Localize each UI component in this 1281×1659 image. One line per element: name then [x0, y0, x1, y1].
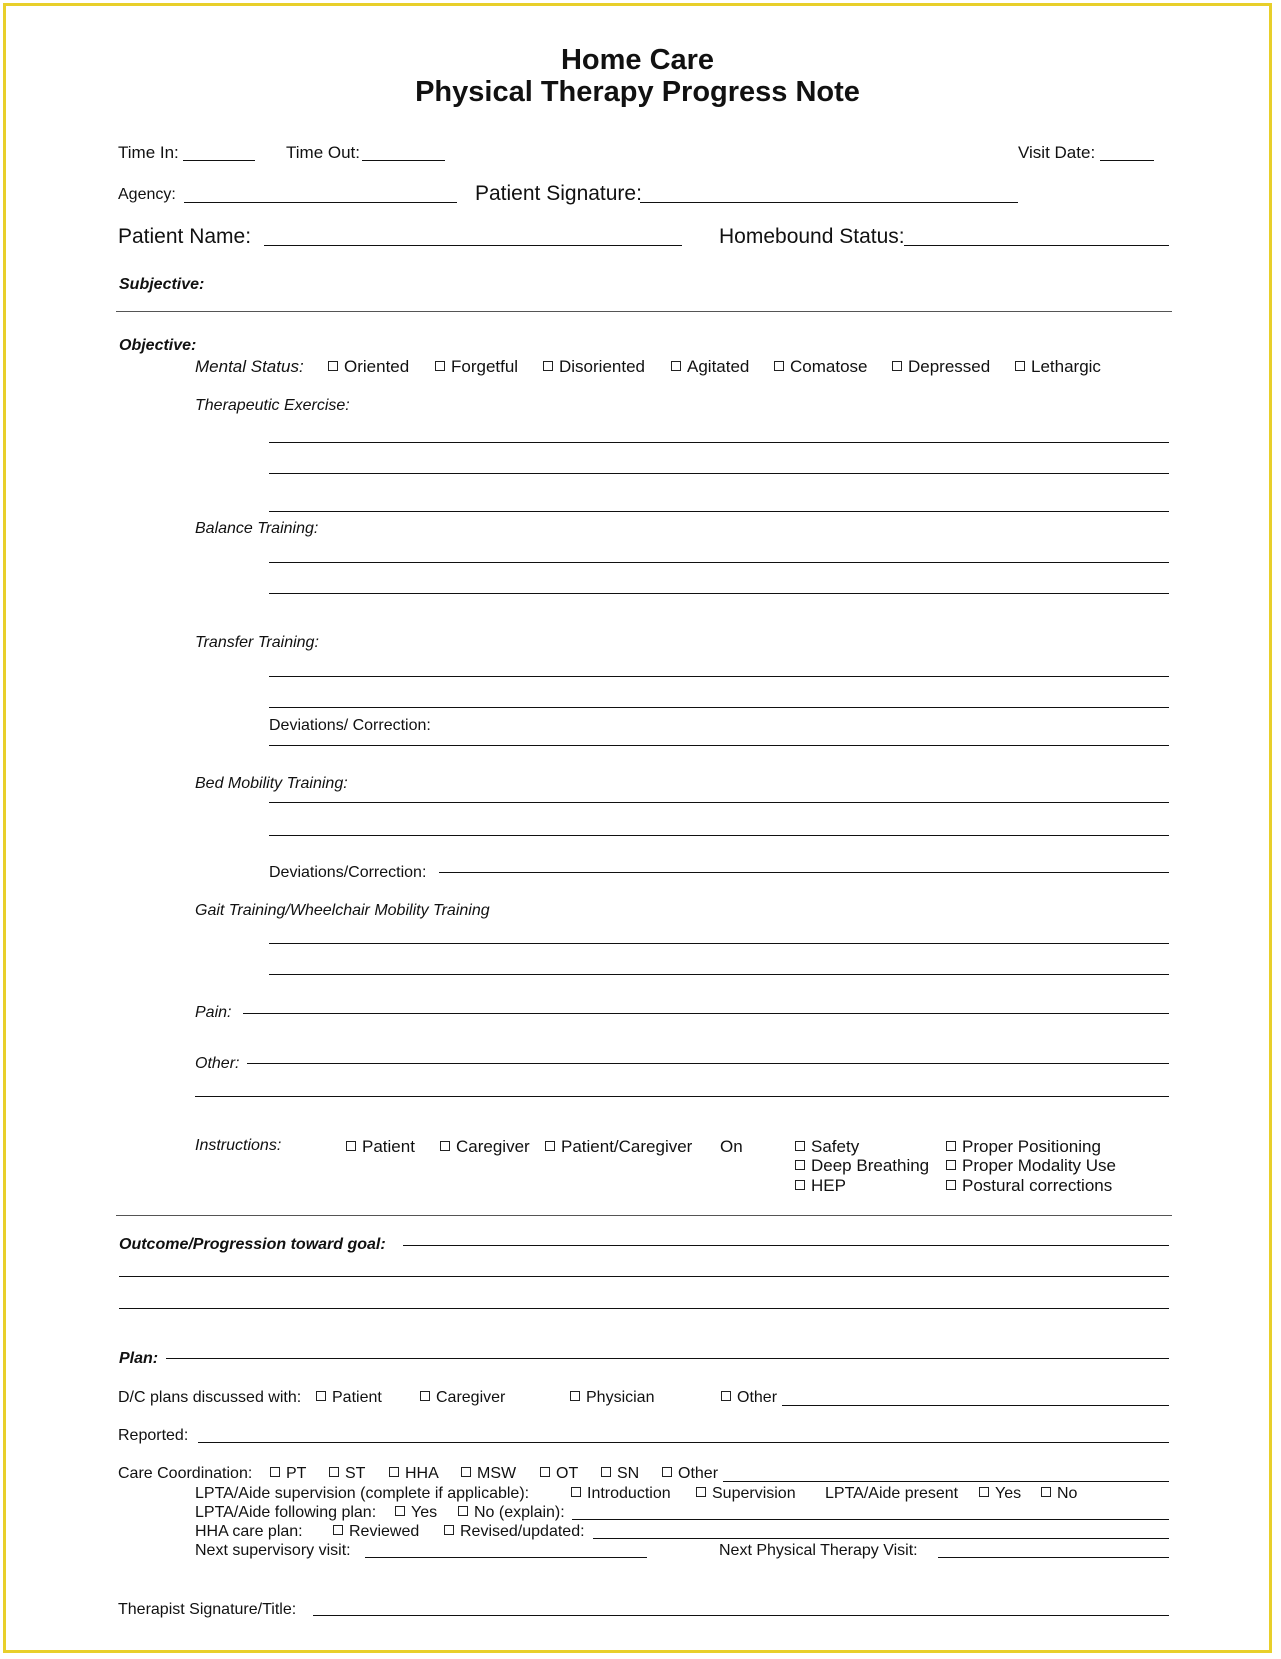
balance-training-line[interactable]: [269, 593, 1169, 594]
checkbox-icon: [721, 1391, 731, 1401]
checkbox-icon: [329, 1467, 339, 1477]
care-coordination-label: Care Coordination:: [118, 1465, 253, 1482]
form-title-line2: Physical Therapy Progress Note: [415, 76, 860, 108]
transfer-training-label: Transfer Training:: [195, 634, 319, 651]
bed-mobility-label: Bed Mobility Training:: [195, 775, 348, 792]
mental-status-label: Mental Status:: [195, 357, 304, 376]
patient-name-field[interactable]: [264, 245, 682, 246]
dc-physician[interactable]: [570, 1390, 654, 1406]
patient-signature-field[interactable]: [640, 202, 1018, 203]
option-label: Agitated: [687, 357, 750, 376]
hha-care-plan-label: HHA care plan:: [195, 1523, 303, 1540]
gait-training-line[interactable]: [269, 974, 1169, 975]
reported-field[interactable]: [198, 1442, 1169, 1443]
option-label: Postural corrections: [962, 1176, 1113, 1195]
checkbox-icon: [389, 1467, 399, 1477]
instructions-deep-breathing[interactable]: [795, 1157, 929, 1174]
checkbox-icon: [444, 1525, 454, 1535]
option-label: Deep Breathing: [811, 1156, 930, 1175]
patient-signature-label: Patient Signature:: [475, 182, 642, 205]
option-label: Patient: [332, 1389, 382, 1406]
instructions-caregiver[interactable]: [440, 1138, 530, 1155]
therapeutic-exercise-line[interactable]: [269, 473, 1169, 474]
deviations-correction-line[interactable]: [269, 745, 1169, 746]
section-divider: [116, 1215, 1172, 1216]
lpta-following-yes[interactable]: [395, 1505, 437, 1521]
balance-training-label: Balance Training:: [195, 520, 319, 537]
instructions-label: Instructions:: [195, 1137, 282, 1154]
instructions-hep[interactable]: [795, 1177, 846, 1194]
dc-caregiver[interactable]: [420, 1390, 505, 1406]
checkbox-icon: [545, 1141, 555, 1151]
care-coord-other[interactable]: [662, 1466, 718, 1482]
outcome-line[interactable]: [119, 1308, 1169, 1309]
section-divider: [116, 311, 1172, 312]
option-label: OT: [556, 1465, 579, 1482]
checkbox-icon: [662, 1467, 672, 1477]
checkbox-icon: [774, 361, 784, 371]
checkbox-icon: [696, 1487, 706, 1497]
option-label: Oriented: [344, 357, 410, 376]
therapist-signature-field[interactable]: [313, 1615, 1169, 1616]
transfer-training-line[interactable]: [269, 707, 1169, 708]
time-out-label: Time Out:: [286, 143, 360, 162]
deviations-correction-line[interactable]: [439, 872, 1169, 873]
checkbox-icon: [328, 361, 338, 371]
lpta-present-no[interactable]: [1041, 1486, 1077, 1502]
checkbox-icon: [420, 1391, 430, 1401]
instructions-patient[interactable]: [346, 1138, 415, 1155]
time-in-label: Time In:: [118, 143, 179, 162]
plan-label: Plan:: [119, 1350, 159, 1367]
visit-date-label: Visit Date:: [1018, 143, 1096, 162]
pain-label: Pain:: [195, 1004, 232, 1021]
option-label: SN: [617, 1465, 640, 1482]
mental-status-forgetful[interactable]: [435, 358, 518, 375]
checkbox-icon: [333, 1525, 343, 1535]
form-title-line1: Home Care: [560, 44, 715, 76]
instructions-postural-corrections[interactable]: [946, 1177, 1112, 1194]
care-coord-ot[interactable]: [540, 1466, 578, 1482]
plan-field[interactable]: [166, 1358, 1169, 1359]
next-pt-visit-label: Next Physical Therapy Visit:: [719, 1542, 918, 1559]
option-label: Caregiver: [436, 1389, 506, 1406]
mental-status-comatose[interactable]: [774, 358, 867, 375]
option-label: Proper Positioning: [962, 1137, 1101, 1156]
checkbox-icon: [458, 1506, 468, 1516]
checkbox-icon: [270, 1467, 280, 1477]
gait-training-label: Gait Training/Wheelchair Mobility Training: [195, 902, 490, 919]
option-label: Depressed: [908, 357, 991, 376]
option-label: Supervision: [712, 1485, 796, 1502]
option-label: Other: [678, 1465, 719, 1482]
agency-field[interactable]: [184, 202, 457, 203]
time-out-field[interactable]: [362, 160, 445, 161]
next-pt-visit-field[interactable]: [938, 1557, 1169, 1558]
checkbox-icon: [795, 1141, 805, 1151]
next-supervisory-label: Next supervisory visit:: [195, 1542, 351, 1559]
lpta-introduction[interactable]: [571, 1486, 671, 1502]
dc-other[interactable]: [721, 1390, 777, 1406]
next-supervisory-field[interactable]: [365, 1557, 647, 1558]
care-coord-st[interactable]: [329, 1466, 365, 1482]
dc-plans-label: D/C plans discussed with:: [118, 1389, 302, 1406]
lpta-present-label: LPTA/Aide present: [825, 1485, 959, 1502]
option-label: ST: [345, 1465, 366, 1482]
instructions-on-label: On: [720, 1137, 743, 1156]
option-label: Revised/updated:: [460, 1523, 585, 1540]
care-coord-sn[interactable]: [601, 1466, 639, 1482]
bed-mobility-line[interactable]: [269, 802, 1169, 803]
instructions-patient-caregiver[interactable]: [545, 1138, 692, 1155]
option-label: Patient: [362, 1137, 415, 1156]
therapeutic-exercise-line[interactable]: [269, 442, 1169, 443]
therapist-signature-label: Therapist Signature/Title:: [118, 1601, 297, 1618]
checkbox-icon: [440, 1141, 450, 1151]
checkbox-icon: [892, 361, 902, 371]
checkbox-icon: [946, 1180, 956, 1190]
option-label: HEP: [811, 1176, 846, 1195]
other-line[interactable]: [195, 1096, 1169, 1097]
option-label: Proper Modality Use: [962, 1156, 1117, 1175]
form-page: [3, 3, 1272, 1653]
pain-field[interactable]: [243, 1013, 1169, 1014]
objective-label: Objective:: [119, 337, 197, 354]
checkbox-icon: [543, 361, 553, 371]
deviations-correction-label: Deviations/ Correction:: [269, 717, 431, 734]
dc-other-field[interactable]: [782, 1405, 1169, 1406]
deviations-correction-label: Deviations/Correction:: [269, 864, 427, 881]
subjective-label: Subjective:: [119, 276, 205, 293]
hha-revised-field[interactable]: [593, 1538, 1169, 1539]
option-label: MSW: [477, 1465, 517, 1482]
option-label: Forgetful: [451, 357, 519, 376]
checkbox-icon: [1015, 361, 1025, 371]
checkbox-icon: [979, 1487, 989, 1497]
lpta-following-no[interactable]: [458, 1505, 565, 1521]
option-label: Introduction: [587, 1485, 671, 1502]
dc-patient[interactable]: [316, 1390, 382, 1406]
mental-status-agitated[interactable]: [671, 358, 749, 375]
option-label: Physician: [586, 1389, 655, 1406]
option-label: Lethargic: [1031, 357, 1101, 376]
care-coord-msw[interactable]: [461, 1466, 516, 1482]
other-field[interactable]: [247, 1063, 1169, 1064]
lpta-supervision[interactable]: [696, 1486, 796, 1502]
other-label: Other:: [195, 1055, 240, 1072]
option-label: Comatose: [790, 357, 868, 376]
outcome-line[interactable]: [119, 1276, 1169, 1277]
option-label: Yes: [411, 1504, 438, 1521]
visit-date-field[interactable]: [1100, 160, 1154, 161]
care-coord-other-field[interactable]: [723, 1481, 1169, 1482]
hha-revised[interactable]: [444, 1524, 585, 1540]
hha-reviewed[interactable]: [333, 1524, 419, 1540]
option-label: HHA: [405, 1465, 439, 1482]
option-label: No: [1057, 1485, 1078, 1502]
checkbox-icon: [540, 1467, 550, 1477]
mental-status-oriented[interactable]: [328, 358, 409, 375]
mental-status-lethargic[interactable]: [1015, 358, 1101, 375]
homebound-status-label: Homebound Status:: [719, 225, 905, 248]
checkbox-icon: [601, 1467, 611, 1477]
outcome-field[interactable]: [403, 1245, 1169, 1246]
patient-name-label: Patient Name:: [118, 225, 252, 248]
checkbox-icon: [671, 361, 681, 371]
gait-training-line[interactable]: [269, 943, 1169, 944]
option-label: Other: [737, 1389, 778, 1406]
instructions-proper-modality-use[interactable]: [946, 1157, 1116, 1174]
option-label: No (explain):: [474, 1504, 565, 1521]
checkbox-icon: [571, 1487, 581, 1497]
mental-status-disoriented[interactable]: [543, 358, 645, 375]
checkbox-icon: [946, 1141, 956, 1151]
therapeutic-exercise-label: Therapeutic Exercise:: [195, 397, 350, 414]
time-in-field[interactable]: [183, 160, 255, 161]
option-label: Yes: [995, 1485, 1022, 1502]
checkbox-icon: [946, 1160, 956, 1170]
checkbox-icon: [316, 1391, 326, 1401]
reported-label: Reported:: [118, 1427, 189, 1444]
therapeutic-exercise-line[interactable]: [269, 511, 1169, 512]
instructions-proper-positioning[interactable]: [946, 1138, 1101, 1155]
lpta-following-explain-field[interactable]: [572, 1519, 1169, 1520]
checkbox-icon: [795, 1180, 805, 1190]
checkbox-icon: [1041, 1487, 1051, 1497]
option-label: Patient/Caregiver: [561, 1137, 693, 1156]
instructions-safety[interactable]: [795, 1138, 859, 1155]
checkbox-icon: [346, 1141, 356, 1151]
homebound-status-field[interactable]: [904, 245, 1169, 246]
checkbox-icon: [795, 1160, 805, 1170]
transfer-training-line[interactable]: [269, 676, 1169, 677]
lpta-supervision-label: LPTA/Aide supervision (complete if applicable):: [195, 1485, 530, 1502]
lpta-present-yes[interactable]: [979, 1486, 1021, 1502]
care-coord-pt[interactable]: [270, 1466, 306, 1482]
option-label: Safety: [811, 1137, 860, 1156]
mental-status-depressed[interactable]: [892, 358, 990, 375]
checkbox-icon: [461, 1467, 471, 1477]
bed-mobility-line[interactable]: [269, 835, 1169, 836]
option-label: Caregiver: [456, 1137, 530, 1156]
checkbox-icon: [570, 1391, 580, 1401]
lpta-following-label: LPTA/Aide following plan:: [195, 1504, 377, 1521]
option-label: PT: [286, 1465, 307, 1482]
checkbox-icon: [435, 361, 445, 371]
option-label: Reviewed: [349, 1523, 420, 1540]
checkbox-icon: [395, 1506, 405, 1516]
agency-label: Agency:: [118, 186, 176, 203]
option-label: Disoriented: [559, 357, 645, 376]
balance-training-line[interactable]: [269, 562, 1169, 563]
outcome-label: Outcome/Progression toward goal:: [119, 1236, 386, 1253]
care-coord-hha[interactable]: [389, 1466, 439, 1482]
